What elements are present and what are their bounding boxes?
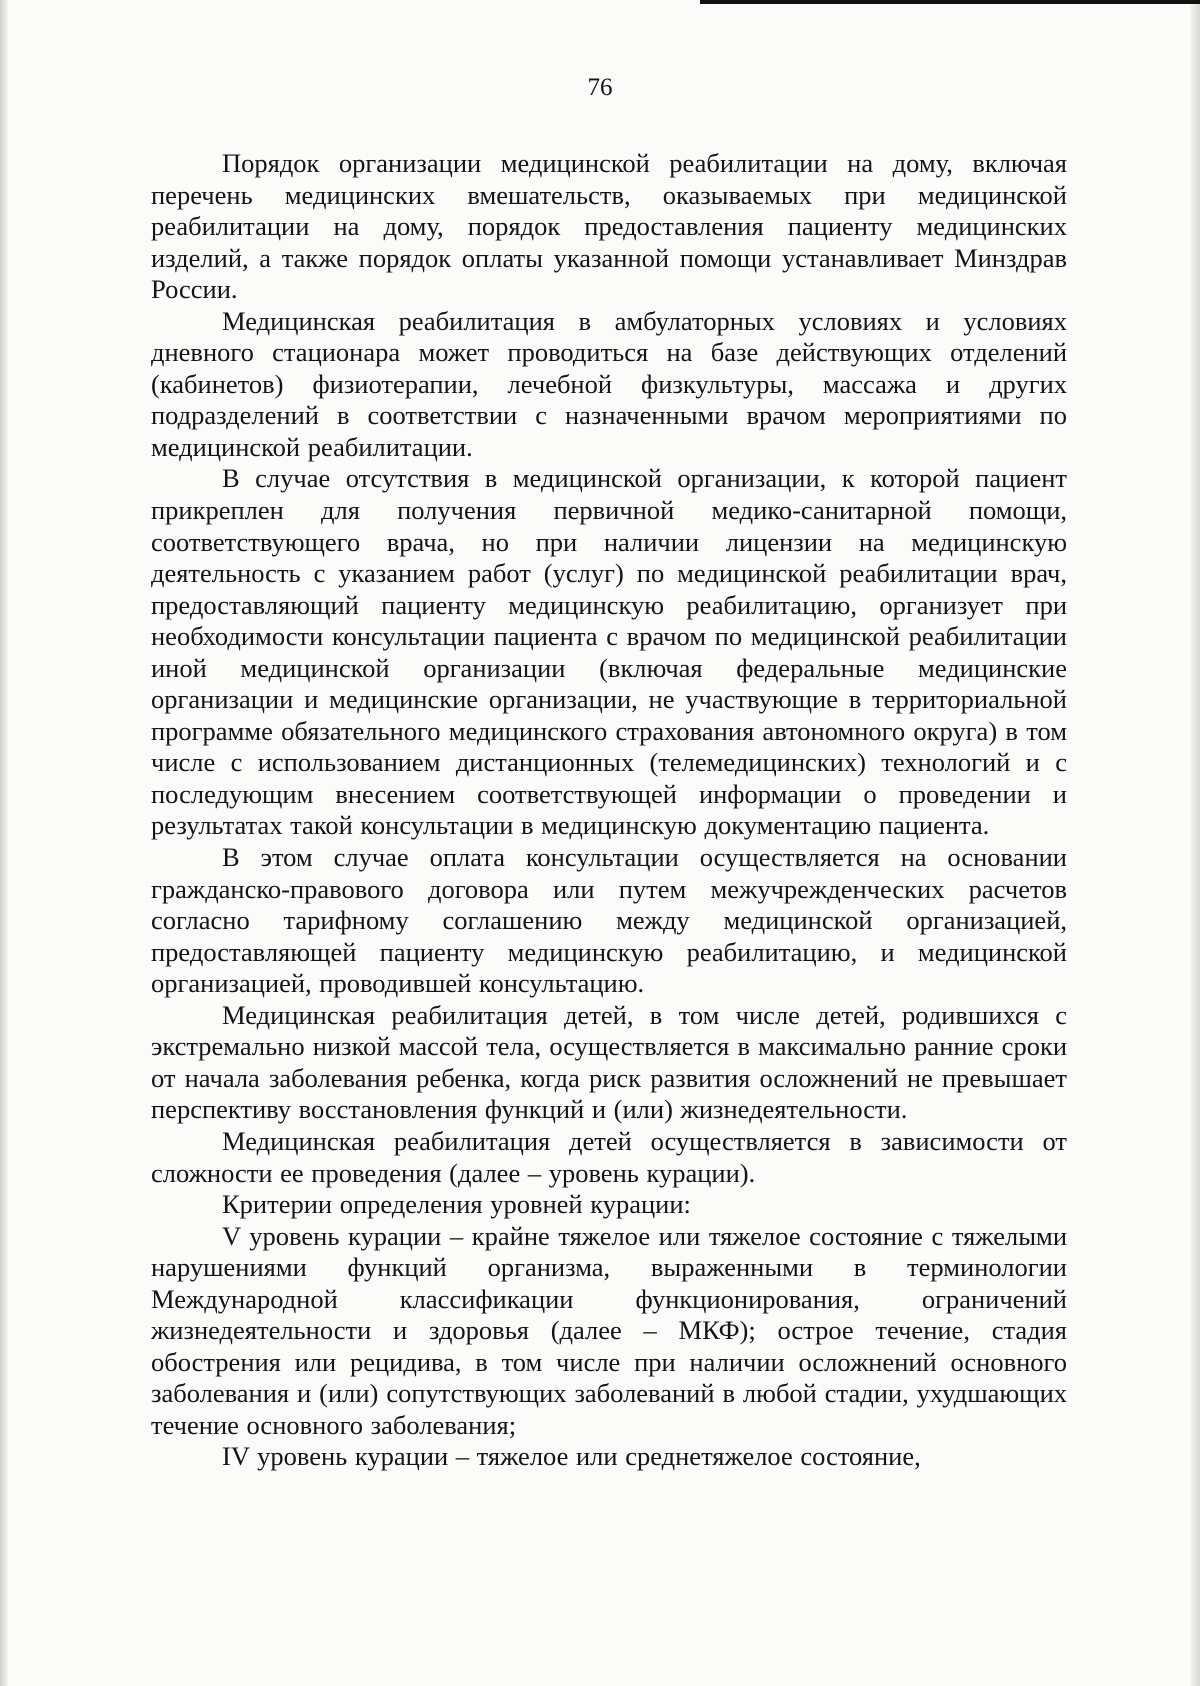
document-body — [151, 148, 1067, 1473]
paragraph: Порядок организации медицинской реабилитации на дому, включая перечень медицинских вмешательств, оказываемых при медицинской реабилитации на дому, порядок предоставления пациенту медицинских изделий, а также порядок оплаты указанной помощи устанавливает Минздрав России. — [151, 148, 1067, 305]
paragraph: IV уровень курации – тяжелое или среднетяжелое состояние, — [222, 1441, 921, 1472]
scan-top-border — [700, 0, 1200, 4]
page-number: 76 — [587, 74, 613, 101]
paragraph: В случае отсутствия в медицинской организации, к которой пациент прикреплен для получения первичной медико-санитарной помощи, соответствующего врача, но при наличии лицензии на медицинскую деятельность с указанием работ (услуг) по медицинской реабилитации врач, предоставляющий пациенту медицинскую реабилитацию, организует при необходимости консультации пациента с врачом по медицинской реабилитации иной медицинской организации (включая федеральные медицинские организации и медицинские организации, не участвующие в территориальной программе обязательного медицинского страхования автономного округа) в том числе с использованием дистанционных (телемедицинских) технологий и с последующим внесением соответствующей информации о проведении и результатах такой консультации в медицинскую документацию пациента. — [151, 463, 1067, 841]
paragraph: Медицинская реабилитация детей осуществляется в зависимости от сложности ее проведения (далее – уровень курации). — [151, 1125, 1067, 1188]
paragraph: В этом случае оплата консультации осуществляется на основании гражданско-правового договора или путем межучрежденческих расчетов согласно тарифному соглашению между медицинской организацией, предоставляющей пациенту медицинскую реабилитацию, и медицинской организацией, проводившей консультацию. — [151, 842, 1067, 999]
scan-left-edge — [0, 0, 8, 1686]
paragraph: V уровень курации – крайне тяжелое или тяжелое состояние с тяжелыми нарушениями функций организма, выраженными в терминологии Международной классификации функционирования, ограничений жизнедеятельности и здоровья (далее – МКФ); острое течение, стадия обострения или рецидива, в том числе при наличии осложнений основного заболевания и (или) сопутствующих заболеваний в любой стадии, ухудшающих течение основного заболевания; — [151, 1220, 1067, 1440]
paragraph: Медицинская реабилитация детей, в том числе детей, родившихся с экстремально низкой массой тела, осуществляется в максимально ранние сроки от начала заболевания ребенка, когда риск развития осложнений не превышает перспективу восстановления функций и (или) жизнедеятельности. — [151, 999, 1067, 1125]
paragraph: Критерии определения уровней курации: — [222, 1189, 691, 1220]
scan-right-edge — [1190, 0, 1200, 1686]
paragraph: Медицинская реабилитация в амбулаторных условиях и условиях дневного стационара может проводиться на базе действующих отделений (кабинетов) физиотерапии, лечебной физкультуры, массажа и других подразделений в соответствии с назначенными врачом мероприятиями по медицинской реабилитации. — [151, 305, 1067, 462]
